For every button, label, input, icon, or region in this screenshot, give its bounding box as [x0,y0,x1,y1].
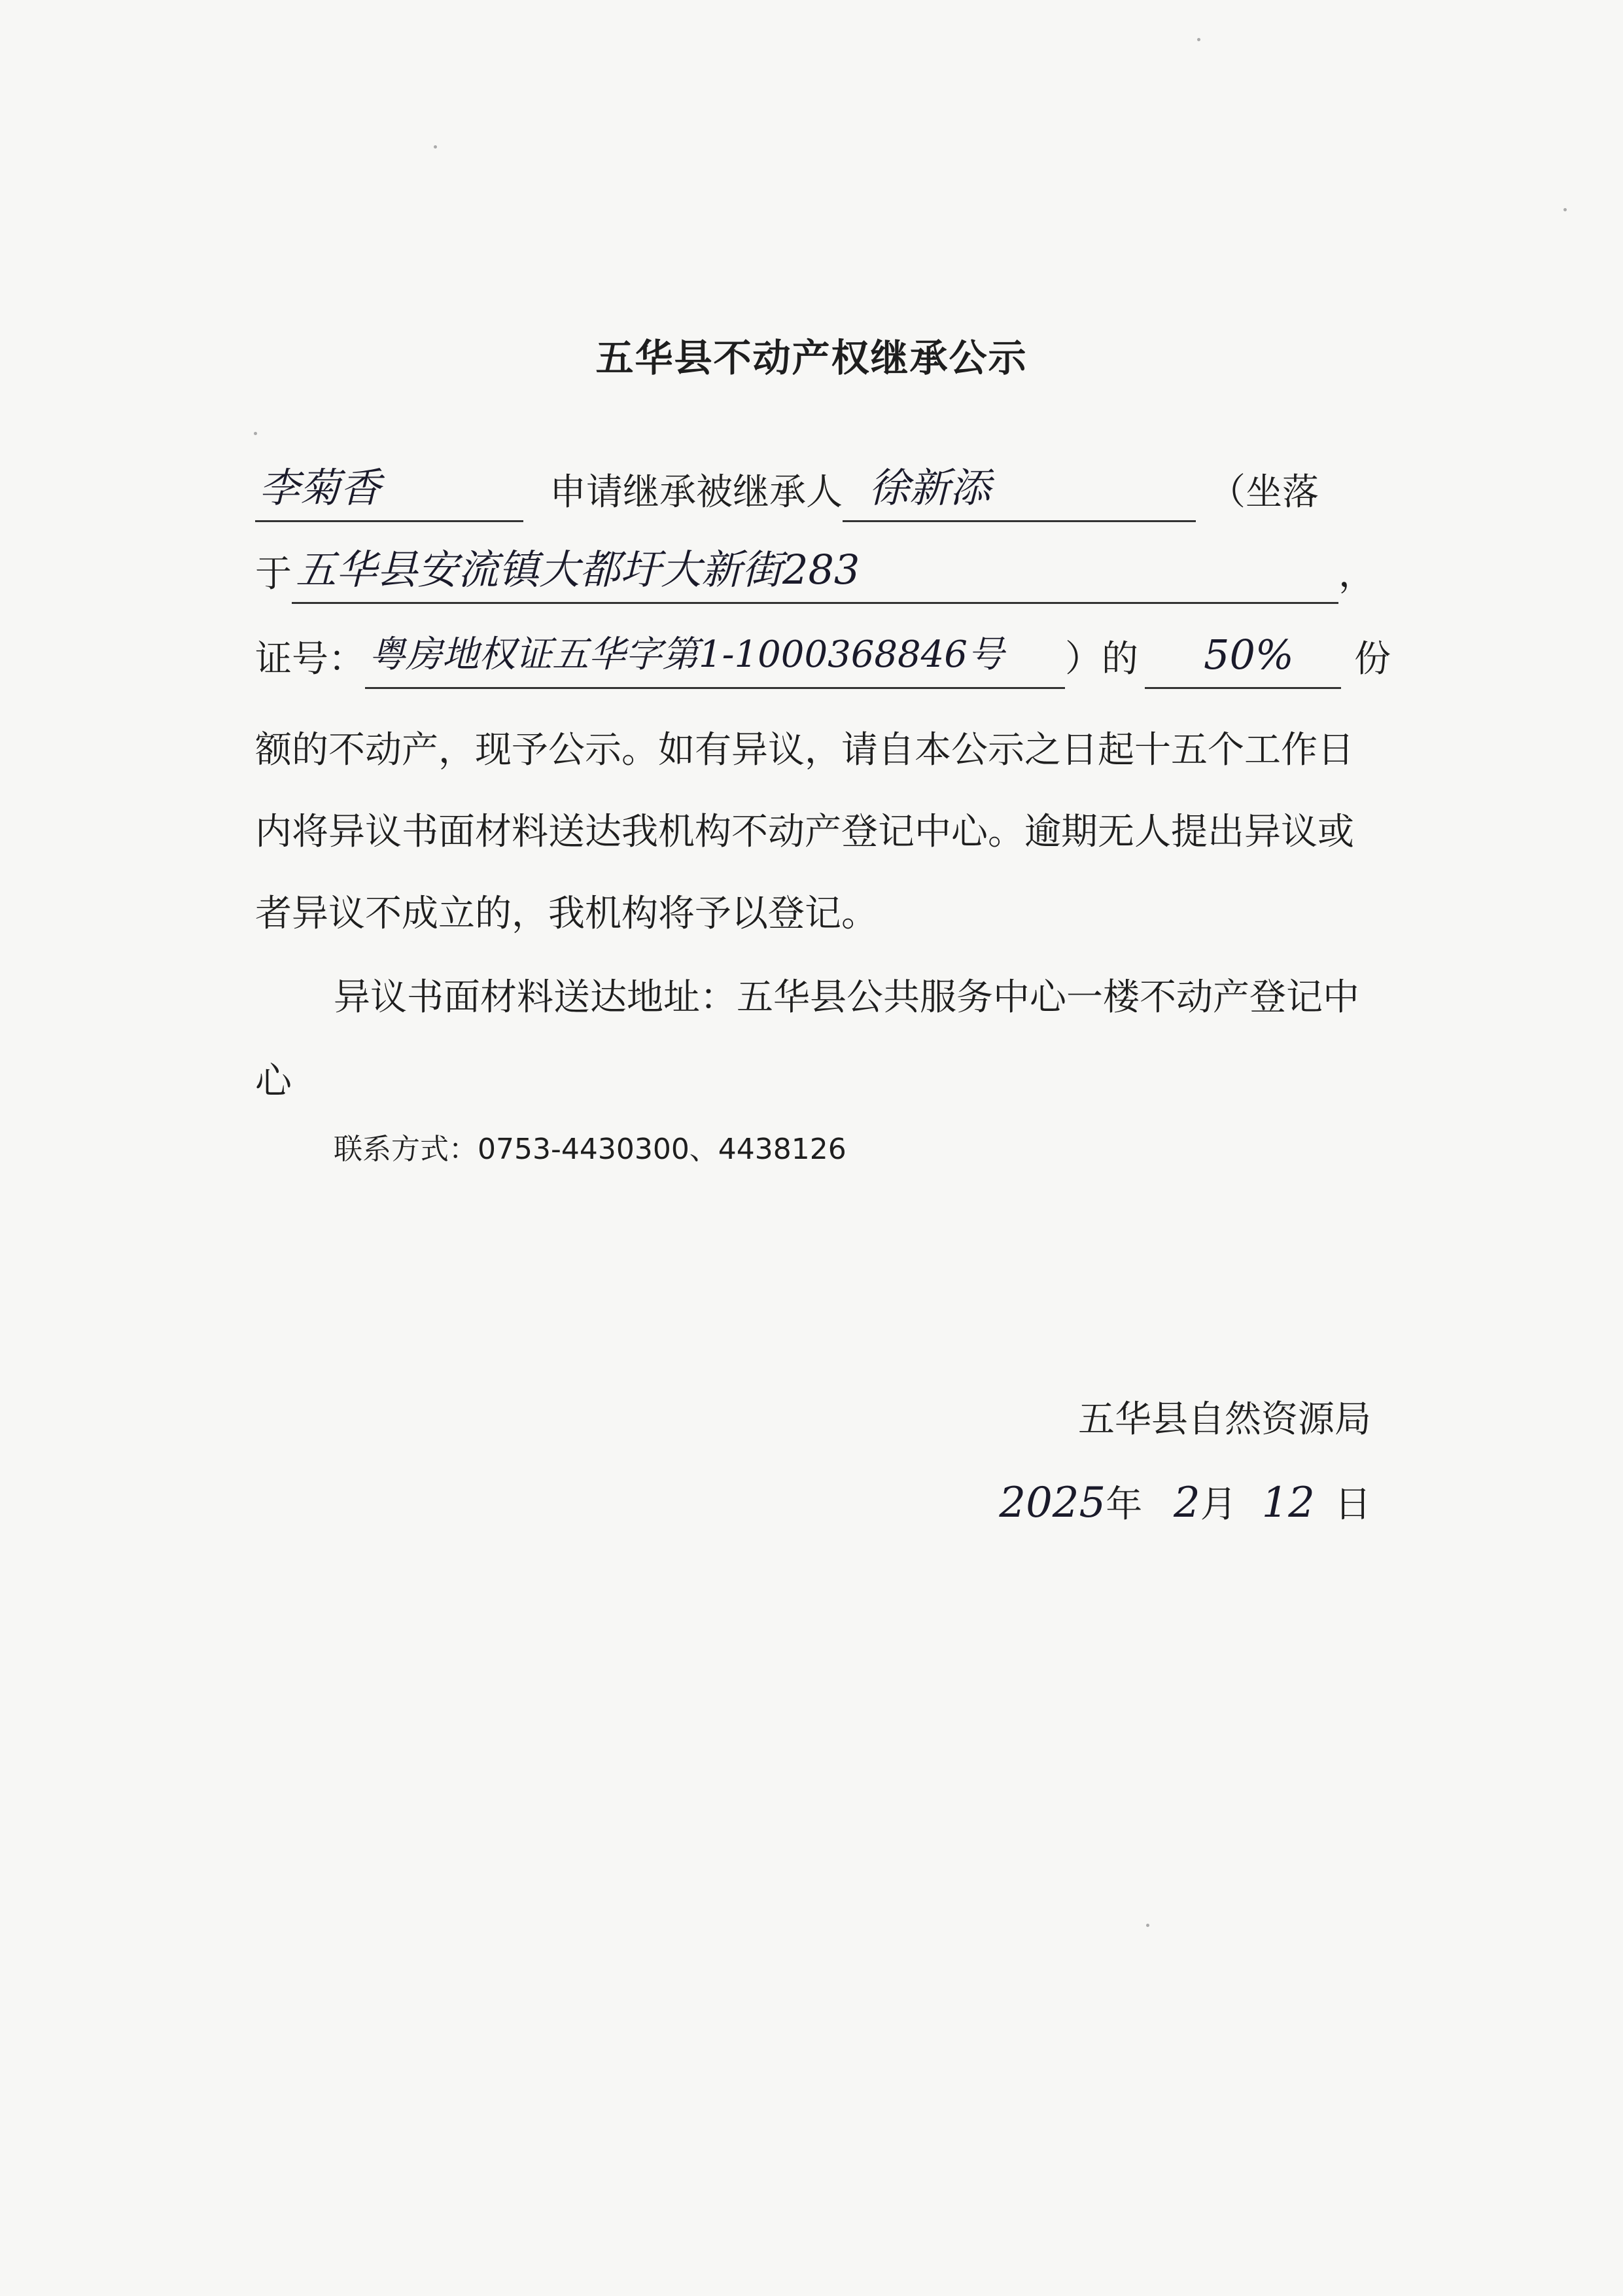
issue-date [999,1475,1371,1528]
body-line-6: 者异议不成立的，我机构将予以登记。 [255,892,878,935]
date-month: 2 [1174,1479,1200,1527]
form-line-1 [255,461,1371,520]
body-line-5: 内将异议书面材料送达我机构不动产登记中心。逾期无人提出异议或 [255,811,1354,853]
cert-field [365,628,1065,689]
address-line-1: 异议书面材料送达地址：五华县公共服务中心一楼不动产登记中 [334,976,1359,1019]
date-day: 12 [1261,1479,1315,1527]
issuing-organization: 五华县自然资源局 [1078,1398,1371,1441]
decedent-field [843,461,1196,522]
share-field [1145,628,1341,689]
cert-label: 证号： [255,638,365,680]
located-text: （坐落 [1209,471,1319,514]
cert-handwriting: 粤房地权证五华字第1-1000368846号 [369,633,1004,676]
applicant-handwriting: 李菊香 [259,464,381,512]
decedent-handwriting: 徐新添 [869,464,991,512]
contact-line: 联系方式：0753-4430300、4438126 [334,1133,846,1166]
date-year: 2025 [999,1479,1106,1527]
apply-text: 申请继承被继承人 [550,471,843,514]
scan-speck [254,432,257,435]
date-month-unit: 月 [1200,1483,1237,1526]
scan-speck [1197,38,1200,41]
document-title: 五华县不动产权继承公示 [595,336,1028,380]
date-day-unit: 日 [1335,1483,1371,1526]
scan-speck [1146,1924,1149,1927]
comma-text: ， [1338,553,1375,595]
body-line-4: 额的不动产，现予公示。如有异议，请自本公示之日起十五个工作日 [255,729,1354,771]
address-line-2: 心 [255,1060,292,1103]
form-line-3 [255,628,1391,687]
scan-speck [434,145,437,149]
form-line-2 [255,543,1375,602]
of-text: ）的 [1065,638,1138,680]
share-handwriting: 50% [1204,631,1294,679]
date-year-unit: 年 [1106,1483,1143,1526]
share-text: 份 [1354,638,1391,680]
at-text: 于 [255,553,292,595]
address-handwriting: 五华县安流镇大都圩大新街283 [296,546,860,593]
scan-speck [1563,208,1567,211]
address-field [292,543,1338,604]
applicant-field [255,461,523,522]
